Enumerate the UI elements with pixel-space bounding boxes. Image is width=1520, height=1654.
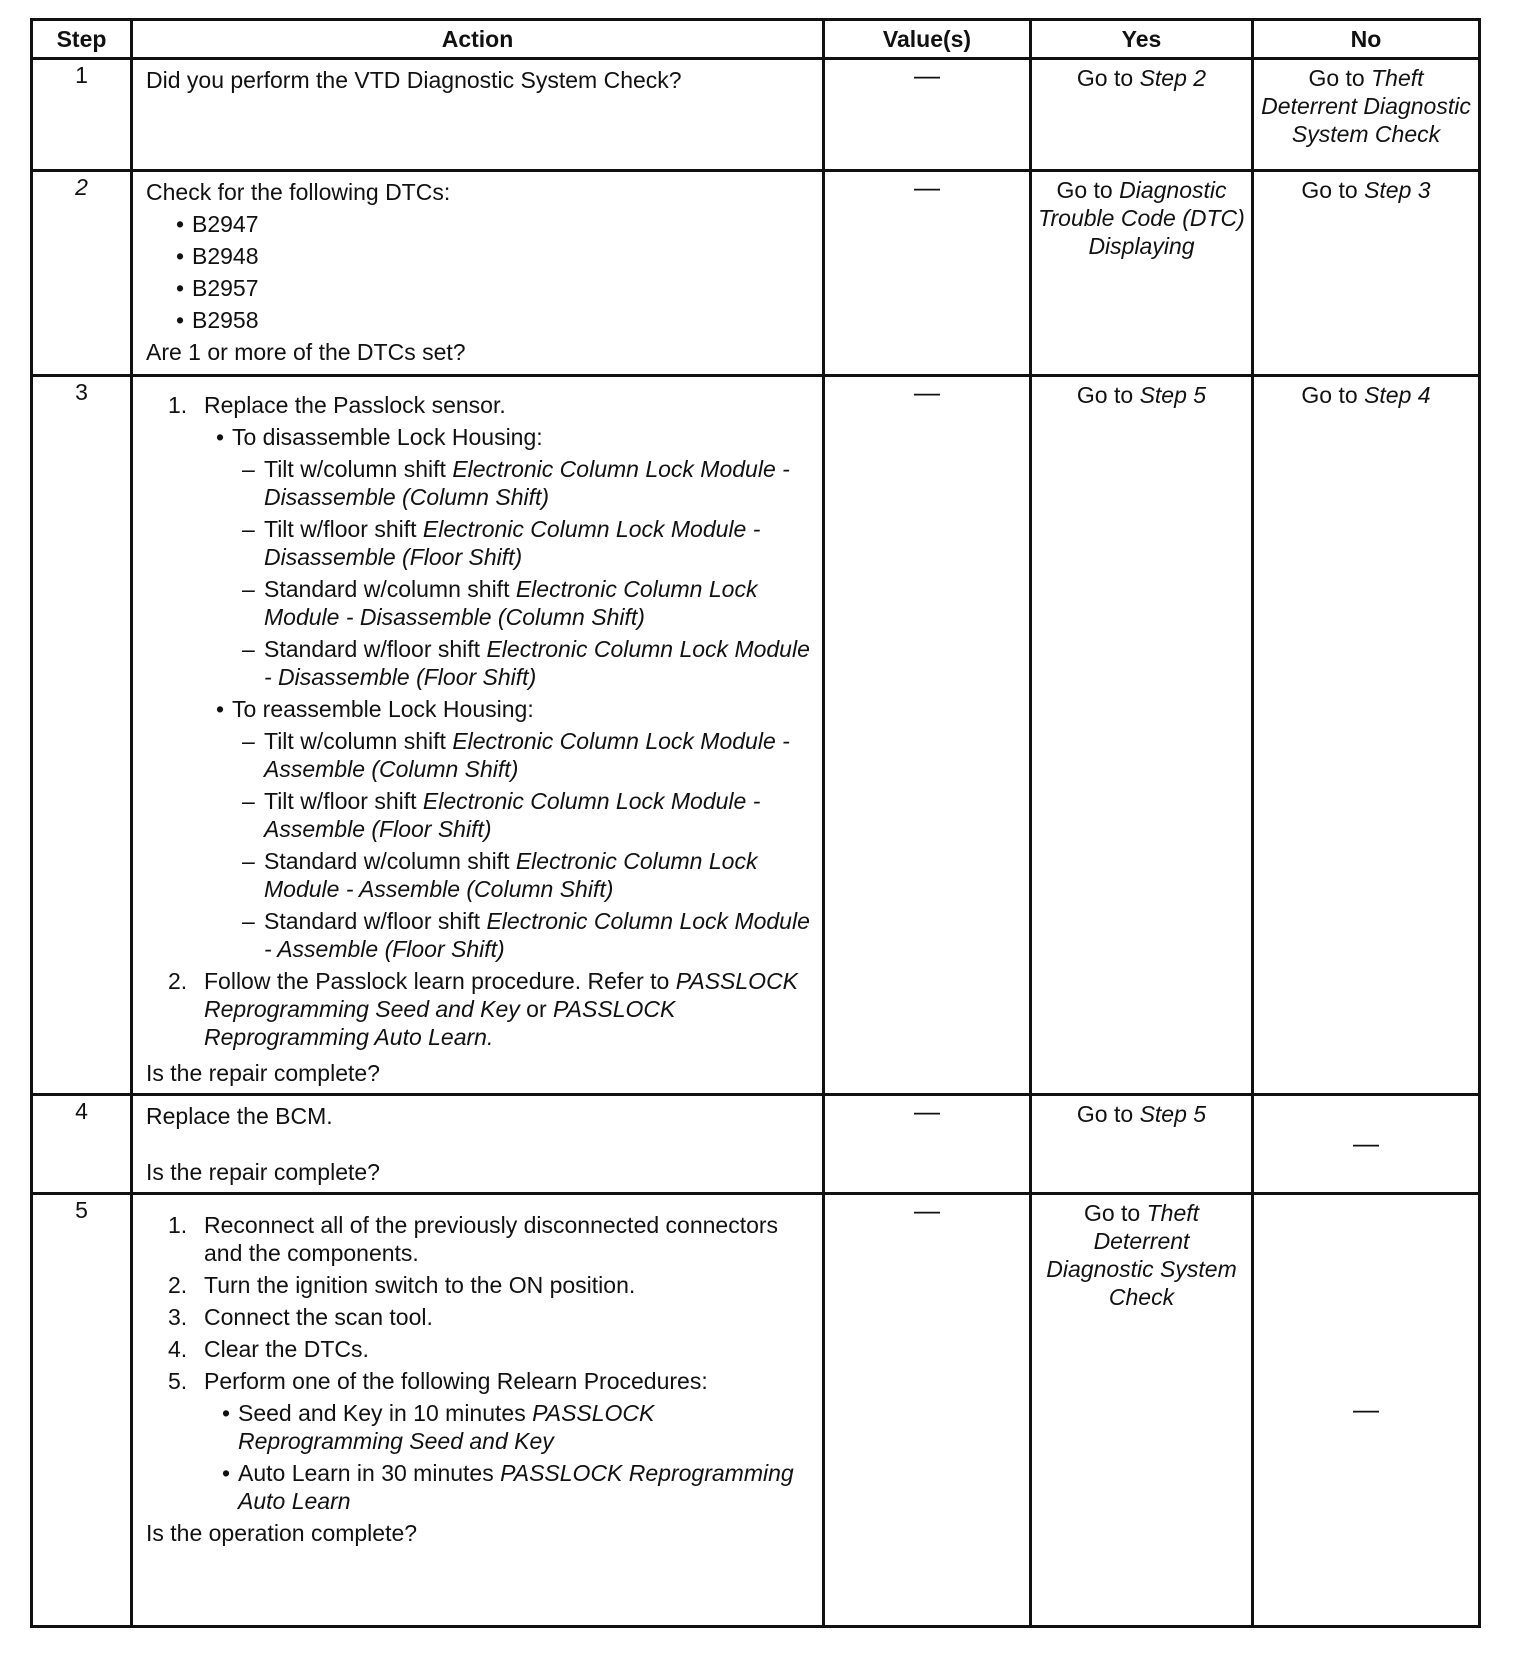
no-link[interactable]: Step 4 bbox=[1364, 382, 1431, 408]
step-number: 3 bbox=[32, 376, 132, 1095]
procedure-link[interactable]: Electronic Column Lock Module - Assemble (Floor Shift) bbox=[264, 788, 761, 842]
list-number: 1. bbox=[168, 1212, 188, 1238]
yes-cell bbox=[1031, 376, 1253, 1095]
no-prefix: Go to bbox=[1301, 177, 1365, 203]
list-item bbox=[146, 455, 812, 511]
list-number: 1. bbox=[168, 392, 188, 418]
item-text: Seed and Key in 10 minutes bbox=[238, 1400, 533, 1426]
diagnostic-table bbox=[30, 18, 1481, 1628]
dtc-code: B2948 bbox=[192, 243, 259, 269]
dash-glyph: – bbox=[242, 848, 255, 874]
sub-heading: To disassemble Lock Housing: bbox=[232, 424, 543, 450]
no-cell: — bbox=[1253, 1095, 1480, 1194]
list-item bbox=[146, 1335, 812, 1363]
list-item bbox=[146, 515, 812, 571]
dtc-code: B2957 bbox=[192, 275, 259, 301]
table-row-step-2 bbox=[32, 171, 1480, 376]
dash-glyph: – bbox=[242, 908, 255, 934]
list-item bbox=[146, 306, 812, 334]
yes-cell bbox=[1031, 1194, 1253, 1627]
bullet-glyph: • bbox=[215, 424, 225, 450]
list-item bbox=[146, 1271, 812, 1299]
yes-link[interactable]: Diagnostic Trouble Code (DTC) Displaying bbox=[1038, 177, 1245, 259]
dash-glyph: – bbox=[242, 516, 255, 542]
step-text: Perform one of the following Relearn Procedures: bbox=[204, 1368, 708, 1394]
yes-prefix: Go to bbox=[1076, 65, 1140, 91]
procedure-link[interactable]: PASSLOCK Reprogramming Seed and Key bbox=[204, 968, 799, 1022]
list-item bbox=[146, 847, 812, 903]
no-cell bbox=[1253, 59, 1480, 171]
no-prefix: Go to bbox=[1308, 65, 1372, 91]
step-text: Reconnect all of the previously disconnected connectors and the components. bbox=[204, 1212, 779, 1266]
item-text: Tilt w/floor shift bbox=[264, 788, 423, 814]
no-cell bbox=[1253, 376, 1480, 1095]
action-question: Is the repair complete? bbox=[146, 1159, 380, 1185]
header-yes: Yes bbox=[1031, 20, 1253, 59]
procedure-link[interactable]: Electronic Column Lock Module - Assemble (Floor Shift) bbox=[264, 908, 810, 962]
table-row-step-4 bbox=[32, 1095, 1480, 1194]
item-text: Tilt w/column shift bbox=[264, 728, 453, 754]
yes-prefix: Go to bbox=[1083, 1200, 1147, 1226]
list-number: 3. bbox=[168, 1304, 188, 1330]
step-text: Replace the Passlock sensor. bbox=[204, 392, 506, 418]
header-action: Action bbox=[132, 20, 824, 59]
action-intro: Check for the following DTCs: bbox=[146, 179, 451, 205]
list-item bbox=[146, 907, 812, 963]
item-text: Tilt w/column shift bbox=[264, 456, 453, 482]
action-text: Did you perform the VTD Diagnostic System Check? bbox=[146, 67, 682, 93]
no-cell: — bbox=[1253, 1194, 1480, 1627]
action-question: Is the repair complete? bbox=[146, 1060, 380, 1086]
list-item bbox=[146, 727, 812, 783]
bullet-glyph: • bbox=[175, 243, 185, 269]
value-cell: — bbox=[824, 171, 1031, 376]
list-number: 2. bbox=[168, 968, 188, 994]
header-row bbox=[32, 20, 1480, 59]
procedure-link[interactable]: Electronic Column Lock Module - Disassemble (Column Shift) bbox=[264, 576, 758, 630]
step-text: Follow the Passlock learn procedure. Refer to bbox=[204, 968, 676, 994]
item-text: Tilt w/floor shift bbox=[264, 516, 423, 542]
action-question: Are 1 or more of the DTCs set? bbox=[146, 339, 466, 365]
dash-glyph: – bbox=[242, 456, 255, 482]
item-text: Auto Learn in 30 minutes bbox=[238, 1460, 501, 1486]
procedure-link[interactable]: Electronic Column Lock Module - Assemble (Column Shift) bbox=[264, 848, 758, 902]
procedure-link[interactable]: Electronic Column Lock Module - Disassemble (Floor Shift) bbox=[264, 636, 810, 690]
list-number: 2. bbox=[168, 1272, 188, 1298]
list-item bbox=[146, 1399, 812, 1455]
table-row-step-5 bbox=[32, 1194, 1480, 1627]
dtc-code: B2958 bbox=[192, 307, 259, 333]
conjunction: or bbox=[519, 996, 554, 1022]
bullet-glyph: • bbox=[175, 211, 185, 237]
bullet-glyph: • bbox=[221, 1400, 231, 1426]
yes-link[interactable]: Theft Deterrent Diagnostic System Check bbox=[1046, 1200, 1237, 1310]
action-cell bbox=[132, 1095, 824, 1194]
list-item bbox=[146, 391, 812, 419]
yes-link[interactable]: Step 5 bbox=[1139, 1101, 1207, 1127]
yes-link[interactable]: Step 5 bbox=[1139, 382, 1207, 408]
list-item bbox=[146, 635, 812, 691]
procedure-link[interactable]: Electronic Column Lock Module - Disassemble (Floor Shift) bbox=[264, 516, 761, 570]
dash-glyph: – bbox=[242, 788, 255, 814]
value-cell: — bbox=[824, 1095, 1031, 1194]
step-number: 2 bbox=[32, 171, 132, 376]
list-item bbox=[146, 695, 812, 723]
list-item bbox=[146, 210, 812, 238]
item-text: Standard w/column shift bbox=[264, 576, 516, 602]
procedure-link[interactable]: PASSLOCK Reprogramming Auto Learn bbox=[204, 996, 676, 1050]
yes-cell bbox=[1031, 59, 1253, 171]
yes-link[interactable]: Step 2 bbox=[1139, 65, 1207, 91]
value-cell: — bbox=[824, 59, 1031, 171]
item-text: Standard w/floor shift bbox=[264, 908, 487, 934]
action-cell bbox=[132, 376, 824, 1095]
value-cell: — bbox=[824, 376, 1031, 1095]
procedure-link[interactable]: Electronic Column Lock Module - Disassemble (Column Shift) bbox=[264, 456, 790, 510]
action-cell bbox=[132, 171, 824, 376]
list-item bbox=[146, 787, 812, 843]
sub-heading: To reassemble Lock Housing: bbox=[232, 696, 534, 722]
table-row-step-1 bbox=[32, 59, 1480, 171]
list-item bbox=[146, 967, 812, 1051]
list-item bbox=[146, 1211, 812, 1267]
list-item bbox=[146, 1303, 812, 1331]
procedure-link[interactable]: PASSLOCK Reprogramming Seed and Key bbox=[238, 1400, 655, 1454]
yes-prefix: Go to bbox=[1076, 382, 1140, 408]
action-question: Is the operation complete? bbox=[146, 1520, 418, 1546]
yes-cell bbox=[1031, 171, 1253, 376]
list-item bbox=[146, 423, 812, 451]
list-item bbox=[146, 575, 812, 631]
dash-glyph: – bbox=[242, 636, 255, 662]
step-number: 5 bbox=[32, 1194, 132, 1627]
action-cell bbox=[132, 1194, 824, 1627]
bullet-glyph: • bbox=[221, 1460, 231, 1486]
header-values: Value(s) bbox=[824, 20, 1031, 59]
list-item bbox=[146, 242, 812, 270]
step-text: Clear the DTCs. bbox=[204, 1336, 369, 1362]
bullet-glyph: • bbox=[175, 275, 185, 301]
list-number: 5. bbox=[168, 1368, 188, 1394]
dash-glyph: – bbox=[242, 728, 255, 754]
table-row-step-3 bbox=[32, 376, 1480, 1095]
step-number: 1 bbox=[32, 59, 132, 171]
item-text: Standard w/floor shift bbox=[264, 636, 487, 662]
bullet-glyph: • bbox=[175, 307, 185, 333]
yes-cell bbox=[1031, 1095, 1253, 1194]
action-cell bbox=[132, 59, 824, 171]
action-text: Replace the BCM. bbox=[146, 1103, 333, 1129]
no-link[interactable]: Theft Deterrent Diagnostic System Check bbox=[1261, 65, 1471, 147]
step-text: Connect the scan tool. bbox=[204, 1304, 433, 1330]
header-step: Step bbox=[32, 20, 132, 59]
step-number: 4 bbox=[32, 1095, 132, 1194]
dash-glyph: – bbox=[242, 576, 255, 602]
dtc-code: B2947 bbox=[192, 211, 259, 237]
list-item bbox=[146, 1459, 812, 1515]
list-item bbox=[146, 274, 812, 302]
value-cell: — bbox=[824, 1194, 1031, 1627]
yes-prefix: Go to bbox=[1056, 177, 1120, 203]
no-cell bbox=[1253, 171, 1480, 376]
step-text: Turn the ignition switch to the ON position. bbox=[204, 1272, 636, 1298]
no-link[interactable]: Step 3 bbox=[1364, 177, 1431, 203]
no-prefix: Go to bbox=[1301, 382, 1365, 408]
yes-prefix: Go to bbox=[1076, 1101, 1140, 1127]
item-text: Standard w/column shift bbox=[264, 848, 516, 874]
list-item bbox=[146, 1367, 812, 1395]
header-no: No bbox=[1253, 20, 1480, 59]
procedure-link[interactable]: Electronic Column Lock Module - Assemble (Column Shift) bbox=[264, 728, 790, 782]
period: . bbox=[486, 1024, 494, 1050]
bullet-glyph: • bbox=[215, 696, 225, 722]
procedure-link[interactable]: PASSLOCK Reprogramming Auto Learn bbox=[238, 1460, 794, 1514]
list-number: 4. bbox=[168, 1336, 188, 1362]
